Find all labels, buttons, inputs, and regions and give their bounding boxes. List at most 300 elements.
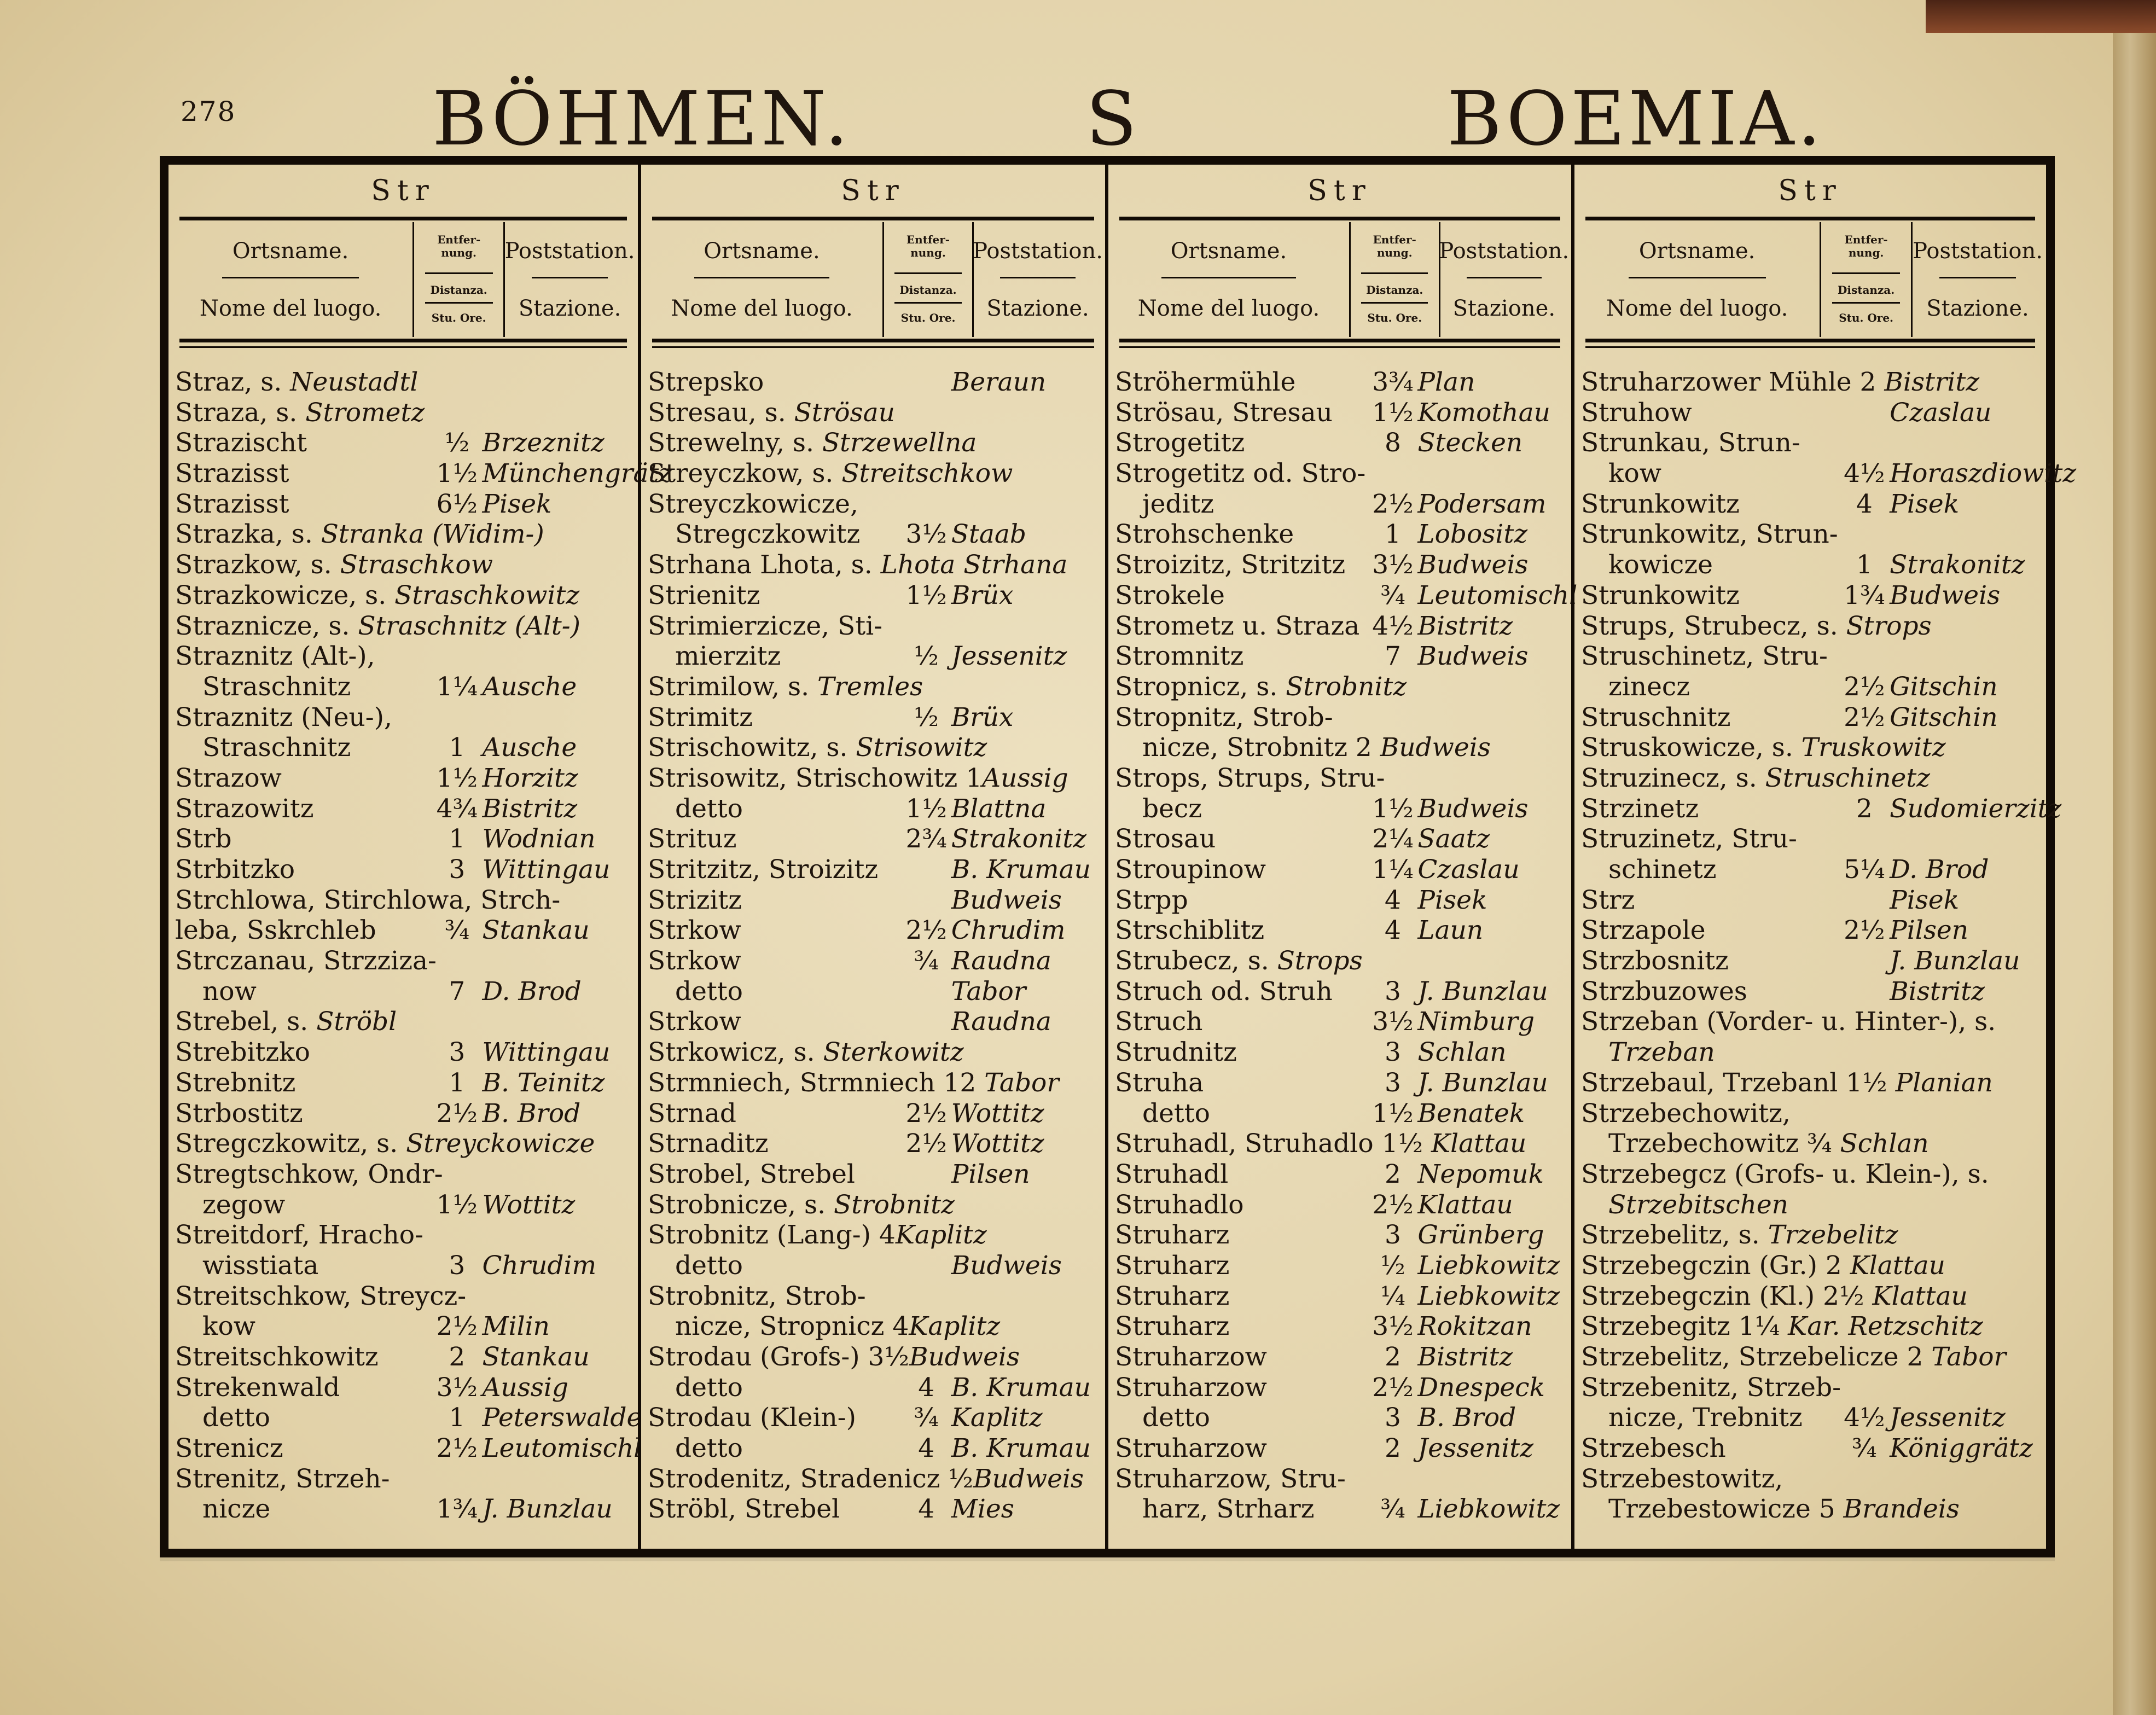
place-entry	[1115, 1159, 1567, 1190]
place-name-text: Strchlowa, Stirchlowa, Strch-	[175, 885, 561, 915]
place-name-text: Struch od. Struh	[1115, 976, 1333, 1007]
place-entry	[1115, 763, 1567, 794]
place-name	[1608, 1129, 1929, 1159]
place-name-text: Strazow	[175, 763, 282, 793]
post-station: Budweis	[1417, 641, 1529, 672]
place-name	[175, 702, 392, 733]
place-name	[1115, 1251, 1229, 1281]
cross-reference: Schlan	[1840, 1129, 1929, 1159]
cross-reference: Tabor	[1931, 1342, 2006, 1372]
post-station: Schlan	[1417, 1037, 1507, 1068]
distance-value: 1½	[905, 793, 947, 824]
place-entry	[175, 428, 634, 458]
place-name	[175, 367, 418, 398]
post-station: Bistritz	[482, 793, 578, 824]
distance-value: 3	[1385, 1220, 1401, 1251]
place-name	[1115, 915, 1264, 946]
place-entry	[648, 672, 1101, 702]
place-name	[648, 611, 882, 642]
distance-value: 2½	[905, 1129, 947, 1159]
place-name	[175, 763, 282, 794]
distance-value: 6½	[436, 489, 478, 519]
place-name-text: wisstiata	[202, 1250, 319, 1281]
place-name	[1115, 824, 1216, 854]
place-name	[1581, 1373, 1841, 1403]
place-entry	[1115, 1098, 1567, 1129]
distance-value: 4	[1856, 489, 1873, 519]
post-station: Wodnian	[482, 824, 596, 854]
place-name	[1115, 1311, 1229, 1342]
place-entry	[1581, 1433, 2042, 1464]
post-it-label: Stazione.	[1926, 296, 2029, 321]
place-name	[648, 1007, 741, 1037]
cross-reference: Struschinetz	[1765, 763, 1930, 793]
place-entry	[1581, 1068, 2042, 1098]
place-name-text: Strosau	[1115, 824, 1216, 854]
place-name	[1115, 398, 1333, 428]
place-name	[175, 550, 493, 580]
place-entry	[648, 915, 1101, 946]
place-name	[175, 1159, 443, 1190]
place-entry	[175, 1464, 634, 1495]
place-name-text: Struhadl, Struhadlo 1½	[1115, 1129, 1431, 1159]
place-name-text: now	[202, 976, 257, 1007]
post-station: Leutomischl	[482, 1433, 642, 1464]
place-name-text: detto	[675, 976, 743, 1007]
cross-reference: Straschkow	[340, 550, 493, 580]
distance-de-line2: nung.	[1848, 246, 1884, 259]
place-name-text: Strebitzko	[175, 1037, 310, 1068]
place-name-text: Strodau (Klein-)	[648, 1403, 856, 1433]
place-name	[648, 915, 741, 946]
distance-value: 2½	[436, 1098, 478, 1129]
post-station: Pilsen	[1890, 915, 1969, 946]
place-name	[175, 1037, 310, 1068]
place-name	[1115, 1220, 1229, 1251]
place-name	[1115, 1159, 1228, 1190]
place-name	[202, 976, 257, 1007]
place-name-text: detto	[675, 1433, 743, 1464]
post-station: Grünberg	[1417, 1220, 1544, 1251]
place-name-text: Stregczkowitz	[675, 519, 861, 550]
header-divider	[1467, 277, 1542, 278]
place-entry	[175, 398, 634, 428]
title-german: BÖHMEN.	[432, 76, 852, 162]
place-name-text: Strekenwald	[175, 1372, 340, 1403]
place-name-text: Strepsko	[648, 367, 764, 397]
place-entry	[1115, 1433, 1567, 1464]
cross-reference: Strops	[1277, 946, 1363, 976]
post-station: Aussig	[482, 1372, 569, 1403]
place-entry	[175, 1098, 634, 1129]
place-entry	[1581, 1007, 2042, 1037]
place-name	[1581, 1098, 1791, 1129]
distance-value: 3	[449, 1250, 466, 1281]
place-name-text: Stritzitz, Stroizitz	[648, 854, 879, 885]
distance-value: ½	[914, 641, 939, 672]
place-name-text: Strzebenitz, Strzeb-	[1581, 1372, 1841, 1403]
place-entry	[648, 1007, 1101, 1037]
place-name	[175, 1342, 379, 1373]
place-entry	[648, 458, 1101, 489]
place-entry	[1115, 1311, 1567, 1342]
place-name-text: Strzapole	[1581, 915, 1706, 946]
place-entry	[1581, 580, 2042, 611]
place-name-text: Strzebechowitz,	[1581, 1098, 1791, 1129]
distance-value: 1¼	[1372, 854, 1414, 885]
header-divider	[222, 277, 359, 278]
post-station: Mies	[951, 1494, 1014, 1525]
place-name	[1581, 702, 1731, 733]
place-name-text: Stresau, s.	[648, 397, 794, 428]
post-station: Gitschin	[1890, 702, 1998, 732]
place-name	[1581, 794, 1699, 824]
header-rule	[1585, 217, 2035, 220]
place-entry	[175, 580, 634, 611]
place-name	[648, 1494, 840, 1525]
place-entry	[648, 794, 1101, 824]
distance-value: 1	[1856, 550, 1873, 580]
distance-value: 1¾	[1844, 580, 1885, 611]
place-name	[1581, 580, 1740, 611]
place-entry	[175, 1342, 634, 1373]
place-name	[1581, 1251, 1945, 1281]
place-entry	[1581, 1464, 2042, 1495]
place-entry	[648, 946, 1101, 976]
place-name-text: nicze	[202, 1494, 271, 1525]
post-station: Nimburg	[1417, 1007, 1535, 1037]
entry-list	[648, 367, 1101, 1525]
place-entry	[175, 732, 634, 763]
distance-value: 2½	[1844, 702, 1885, 732]
place-name	[1581, 1281, 1968, 1312]
place-entry	[1581, 1129, 2042, 1159]
place-de-label: Ortsname.	[1170, 239, 1287, 264]
place-name-text: Strazischt	[175, 428, 307, 458]
place-name-text: Ströbl, Strebel	[648, 1494, 840, 1525]
distance-value: 4	[918, 1494, 935, 1525]
place-name	[1608, 1190, 1788, 1220]
place-name	[175, 611, 580, 642]
place-name-text: Strazkowicze, s.	[175, 580, 395, 611]
place-name	[648, 1342, 1020, 1373]
place-name	[1581, 489, 1740, 520]
place-name	[648, 367, 764, 398]
place-name-text: Strodenitz, Stradenicz ½	[648, 1463, 973, 1494]
place-name-text: Strzebitschen	[1608, 1189, 1788, 1220]
place-name-text: Struschnitz	[1581, 702, 1731, 732]
distance-units-label: Stu. Ore.	[900, 311, 956, 324]
place-entry	[1115, 1342, 1567, 1373]
place-name-text: Strobel, Strebel	[648, 1159, 855, 1189]
header-divider	[1832, 272, 1900, 274]
post-station: Bistritz	[1890, 976, 1985, 1007]
place-entry	[1581, 611, 2042, 642]
post-station: Stankau	[482, 915, 590, 946]
place-name	[175, 1464, 390, 1495]
column-header	[641, 222, 1105, 337]
place-entry	[175, 946, 634, 976]
distance-value: ½	[1380, 1250, 1405, 1281]
post-station: Klattau	[1417, 1189, 1513, 1220]
place-entry	[1115, 519, 1567, 550]
distance-value: 4½	[1372, 611, 1414, 641]
distance-value: 1¾	[436, 1494, 478, 1525]
place-entry	[648, 1464, 1101, 1495]
place-name-text: Straznicze, s.	[175, 611, 358, 641]
distance-value: 3½	[436, 1372, 478, 1403]
place-entry	[648, 1220, 1101, 1251]
distance-de-label	[1351, 233, 1439, 259]
place-name-text: Strb	[175, 824, 232, 854]
place-entry	[175, 1281, 634, 1312]
place-entry	[175, 489, 634, 520]
place-entry	[1115, 732, 1567, 763]
distance-value: 3	[1385, 976, 1401, 1007]
distance-value: 3¾	[1372, 367, 1414, 397]
place-name	[1581, 398, 1692, 428]
place-name	[175, 428, 307, 458]
place-name	[175, 1220, 423, 1251]
post-station: Rokitzan	[1417, 1311, 1532, 1342]
post-station: Königgrätz	[1890, 1433, 2033, 1464]
place-name	[648, 672, 923, 702]
place-entry	[648, 1433, 1101, 1464]
page-edge	[2113, 0, 2156, 1715]
place-entry	[175, 1190, 634, 1220]
place-name	[1608, 1037, 1715, 1068]
place-name-text: Strituz	[648, 824, 737, 854]
place-entry	[648, 1403, 1101, 1433]
place-name-text: Strczanau, Strzziza-	[175, 946, 437, 976]
place-name-text: Strunkowitz, Strun-	[1581, 519, 1838, 550]
distance-value: ½	[914, 702, 939, 732]
cross-reference: Ströbl	[316, 1007, 397, 1037]
post-de-label: Poststation.	[1913, 239, 2043, 264]
post-station: Budweis	[951, 1250, 1062, 1281]
place-name-text: detto	[675, 793, 743, 824]
place-entry	[175, 794, 634, 824]
place-entry	[175, 824, 634, 854]
place-entry	[648, 1281, 1101, 1312]
distance-value: ¾	[1380, 580, 1405, 611]
place-name	[1581, 1311, 1983, 1342]
post-station: Sudomierzitz	[1890, 793, 2062, 824]
place-entry	[1115, 946, 1567, 976]
place-name	[202, 1494, 270, 1525]
place-entry	[648, 367, 1101, 398]
place-name-text: Strimitz	[648, 702, 753, 732]
place-entry	[1581, 732, 2042, 763]
post-station: Tabor	[951, 976, 1026, 1007]
place-name-text: Strobnicze, s.	[648, 1189, 834, 1220]
distance-value: 1	[449, 732, 466, 763]
post-station: D. Brod	[482, 976, 582, 1007]
place-name	[648, 398, 895, 428]
place-name-text: Strzebaul, Trzebanl 1½	[1581, 1067, 1896, 1098]
place-entry	[1115, 794, 1567, 824]
post-station: Raudna	[951, 1007, 1051, 1037]
place-entry	[1115, 1068, 1567, 1098]
distance-value: 4½	[1844, 458, 1885, 489]
cross-reference: Strösau	[794, 397, 895, 428]
distance-value: 1½	[1372, 1098, 1414, 1129]
post-station: Pilsen	[951, 1159, 1030, 1189]
place-name-text: Strzebestowitz,	[1581, 1463, 1783, 1494]
distance-value: 4	[1385, 885, 1401, 915]
post-station: Strakonitz	[1890, 550, 2025, 580]
place-name-text: Strösau, Stresau	[1115, 397, 1333, 428]
place-name	[202, 1190, 285, 1220]
place-entry	[175, 1311, 634, 1342]
place-name-text: Strometz u. Straza	[1115, 611, 1360, 641]
place-entry	[1581, 1190, 2042, 1220]
place-entry	[1581, 428, 2042, 458]
place-name	[1115, 1281, 1229, 1312]
post-station: J. Bunzlau	[482, 1494, 613, 1525]
place-entry	[648, 1190, 1101, 1220]
place-entry	[1581, 1403, 2042, 1433]
post-station: Beraun	[951, 367, 1047, 397]
place-name-text: Struharzower Mühle 2	[1581, 367, 1885, 397]
distance-value: 1½	[1372, 397, 1414, 428]
place-name-text: Stropnicz, s.	[1115, 671, 1286, 702]
place-entry	[1581, 702, 2042, 733]
place-entry	[175, 550, 634, 580]
place-entry	[648, 885, 1101, 916]
distance-value: 2½	[1372, 489, 1414, 519]
column-heading: Str	[371, 175, 435, 207]
place-name-text: Strubecz, s.	[1115, 946, 1277, 976]
place-name-text: Streitschkowitz	[175, 1342, 379, 1372]
distance-value: 3	[449, 854, 466, 885]
distance-value: 1	[1385, 519, 1401, 550]
place-name	[202, 1251, 318, 1281]
header-rule	[652, 217, 1094, 220]
place-entry	[1581, 946, 2042, 976]
place-entry	[175, 915, 634, 946]
header-divider	[425, 272, 493, 274]
place-name	[1581, 1342, 2006, 1373]
place-entry	[1581, 885, 2042, 916]
distance-value: 2	[1385, 1159, 1401, 1189]
header-rule	[179, 339, 627, 342]
place-name-text: Strunkowitz	[1581, 580, 1740, 611]
cross-reference: Budweis	[1380, 732, 1491, 763]
place-name-text: Stroizitz, Stritzitz	[1115, 550, 1346, 580]
place-entry	[648, 1037, 1101, 1068]
post-station: Leutomischl	[1417, 580, 1578, 611]
place-name	[1608, 672, 1690, 702]
column-heading: Str	[841, 175, 905, 207]
place-entry	[1581, 398, 2042, 428]
place-entry	[648, 1068, 1101, 1098]
cross-reference: Sterkowitz	[823, 1037, 964, 1068]
place-entry	[1115, 1403, 1567, 1433]
post-station: Plan	[1417, 367, 1475, 397]
cross-reference: Streitschkow	[841, 458, 1013, 489]
column-header	[1574, 222, 2046, 337]
station-header	[1437, 222, 1571, 337]
header-rule	[179, 217, 627, 220]
place-name-text: Stromnitz	[1115, 641, 1244, 672]
place-entry	[175, 672, 634, 702]
place-name-text: Strbostitz	[175, 1098, 303, 1129]
cross-reference: Budweis	[909, 1342, 1020, 1372]
place-name-text: leba, Sskrchleb	[175, 915, 376, 946]
place-entry	[1115, 580, 1578, 611]
place-name	[1115, 1129, 1526, 1159]
place-entry	[175, 1433, 642, 1464]
place-de-label: Ortsname.	[232, 239, 349, 264]
place-name	[648, 1068, 1059, 1098]
place-name-text: Strizitz	[648, 885, 742, 915]
distance-value: ½	[444, 428, 470, 458]
place-entry	[1581, 550, 2042, 580]
distance-value: 7	[1385, 641, 1401, 672]
distance-it-label: Distanza.	[899, 283, 957, 297]
place-name	[1115, 854, 1266, 885]
place-name-text: Strischowitz, s.	[648, 732, 856, 763]
place-name-text: Strkowicz, s.	[648, 1037, 823, 1068]
place-name	[1115, 641, 1243, 672]
post-station: Budweis	[1417, 793, 1529, 824]
place-name-text: Strazkow, s.	[175, 550, 340, 580]
place-entry	[1581, 915, 2042, 946]
header-divider	[1161, 277, 1296, 278]
place-name-text: Struharz	[1115, 1220, 1230, 1251]
place-name	[175, 519, 544, 550]
place-entry	[1115, 641, 1567, 672]
post-station: Stecken	[1417, 428, 1523, 458]
distance-value: 3½	[905, 519, 947, 550]
place-name-text: zinecz	[1608, 671, 1690, 702]
place-entry	[1115, 550, 1567, 580]
place-de-label: Ortsname.	[1638, 239, 1756, 264]
place-entry	[648, 976, 1101, 1007]
place-name	[175, 398, 425, 428]
place-entry	[648, 398, 1101, 428]
place-entry	[175, 1220, 634, 1251]
place-name	[675, 1311, 1000, 1342]
post-station: Budweis	[1890, 580, 2001, 611]
place-name-text: detto	[675, 1250, 743, 1281]
place-entry	[1581, 367, 2042, 398]
place-entry	[648, 641, 1101, 672]
place-name-text: Strodau (Grofs-) 3½	[648, 1342, 909, 1372]
place-name-text: Strazisst	[175, 458, 289, 489]
cross-reference: Lhota Strhana	[880, 550, 1068, 580]
place-name-text: Strewelny, s.	[648, 428, 822, 458]
place-entry	[175, 702, 634, 733]
header-divider	[1361, 302, 1428, 304]
post-station: Wittingau	[482, 1037, 611, 1068]
place-name	[175, 489, 289, 520]
distance-value: 2½	[1372, 1372, 1414, 1403]
cross-reference: Aussig	[982, 763, 1068, 793]
place-entry	[175, 1068, 634, 1098]
place-name-text: Straza, s.	[175, 397, 306, 428]
header-divider	[894, 302, 961, 304]
place-name-text: kowicze	[1608, 550, 1713, 580]
place-entry	[1581, 1251, 2042, 1281]
place-name-text: Strenitz, Strzeh-	[175, 1463, 390, 1494]
column-1	[168, 165, 673, 1549]
distance-value: 2½	[436, 1433, 478, 1464]
post-station: Jessenitz	[951, 641, 1067, 672]
place-entry	[1581, 641, 2042, 672]
place-name-text: Strops, Strups, Stru-	[1115, 763, 1385, 793]
